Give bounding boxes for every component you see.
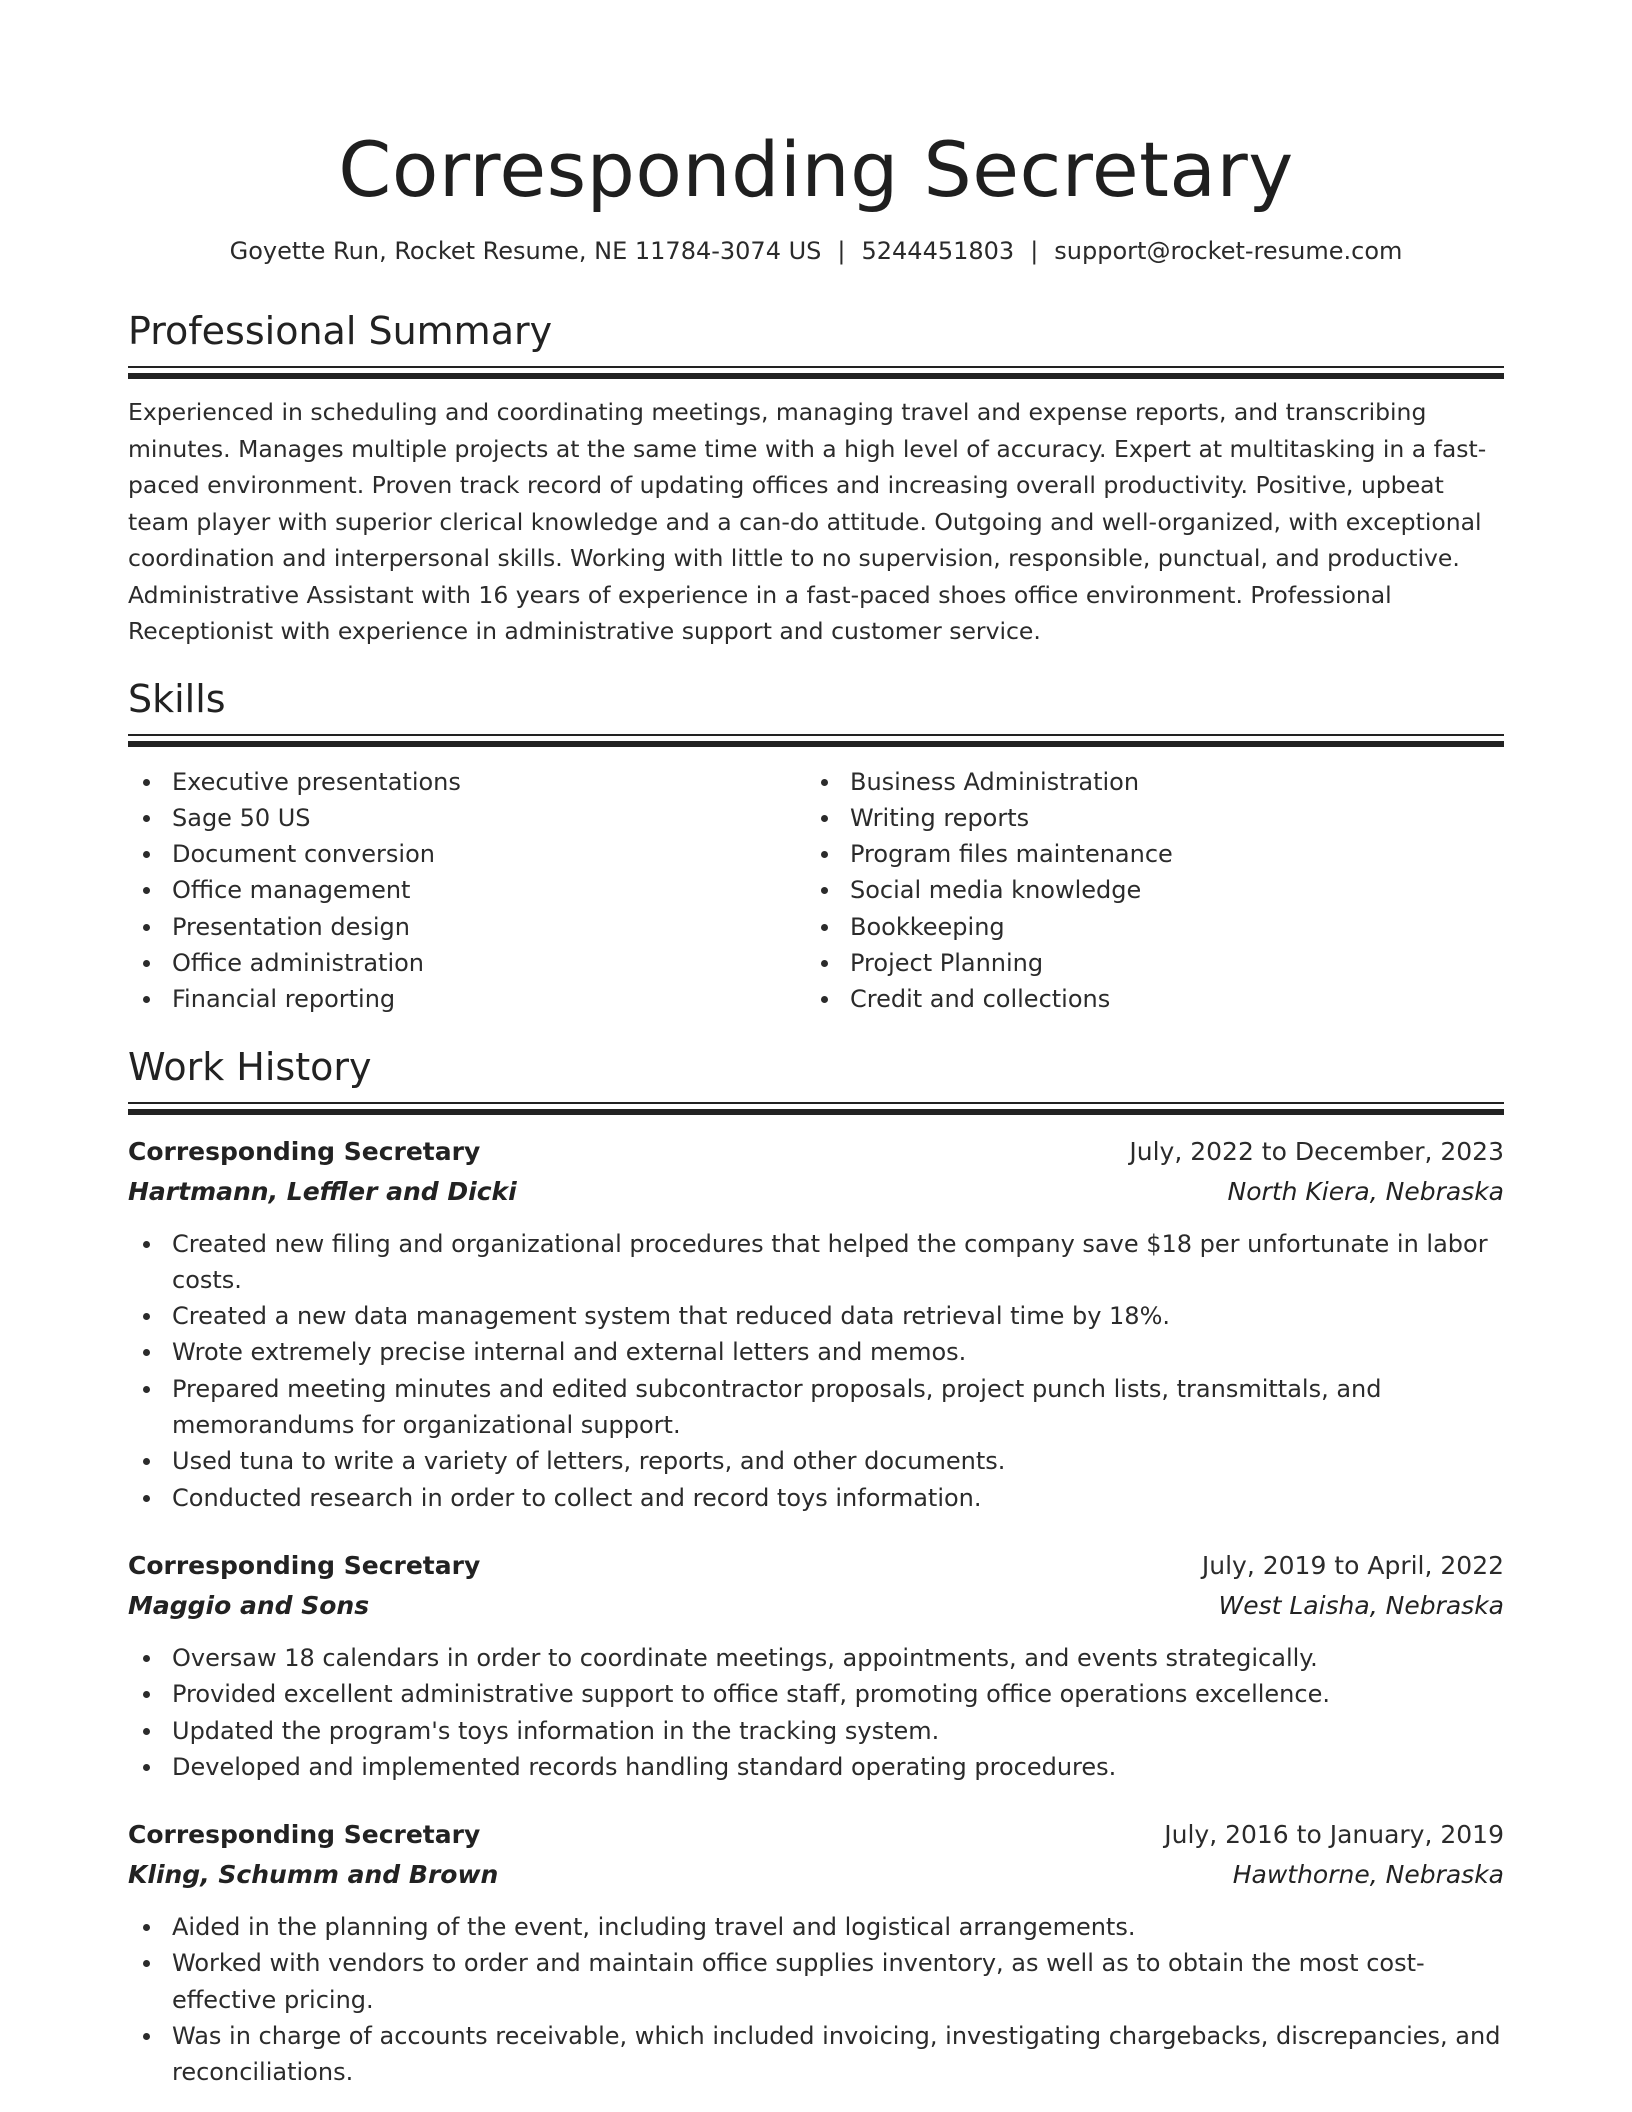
- duty-item: Provided excellent administrative support to office staff, promoting office operations excellence.: [128, 1676, 1504, 1712]
- section-divider: [128, 734, 1504, 748]
- skill-item: Social media knowledge: [806, 872, 1484, 908]
- contact-line: [128, 234, 1504, 268]
- duty-item: Worked with vendors to order and maintain office supplies inventory, as well as to obtain the most cost-effective pricing.: [128, 1945, 1504, 2018]
- duty-item: Aided in the planning of the event, including travel and logistical arrangements.: [128, 1909, 1504, 1945]
- skill-item: Bookkeeping: [806, 909, 1484, 945]
- resume-name: Corresponding Secretary: [338, 125, 1294, 214]
- job-location: Hawthorne, Nebraska: [1232, 1860, 1504, 1890]
- skill-item: Credit and collections: [806, 981, 1484, 1017]
- duty-item: Created a new data management system that reduced data retrieval time by 18%.: [128, 1298, 1504, 1334]
- duty-item: Prepared meeting minutes and edited subcontractor proposals, project punch lists, transmittals, and memorandums for organizational support.: [128, 1371, 1504, 1444]
- skill-item: Document conversion: [128, 836, 806, 872]
- duty-item: Conducted research in order to collect and record toys information.: [128, 1480, 1504, 1516]
- duty-item: Updated the program's toys information in the tracking system.: [128, 1713, 1504, 1749]
- skills-columns: [128, 764, 1504, 1018]
- skill-item: Program files maintenance: [806, 836, 1484, 872]
- duty-item: Used tuna to write a variety of letters, reports, and other documents.: [128, 1443, 1504, 1479]
- skills-heading: Skills: [128, 676, 226, 721]
- job-title: Corresponding Secretary: [128, 1136, 481, 1166]
- job-entry: [128, 1132, 1504, 1516]
- skill-item: Business Administration: [806, 764, 1484, 800]
- company-name: Hartmann, Leffler and Dicki: [128, 1176, 517, 1206]
- skill-item: Financial reporting: [128, 981, 806, 1017]
- skill-item: Project Planning: [806, 945, 1484, 981]
- summary-heading: Professional Summary: [128, 309, 553, 353]
- work-history-heading: Work History: [128, 1044, 372, 1089]
- skill-item: Presentation design: [128, 909, 806, 945]
- job-location: North Kiera, Nebraska: [1227, 1176, 1504, 1206]
- contact-email: support@rocket-resume.com: [1054, 237, 1403, 265]
- job-dates: July, 2016 to January, 2019: [1164, 1820, 1504, 1850]
- resume-page: [128, 0, 1504, 2091]
- skill-item: Sage 50 US: [128, 800, 806, 836]
- skill-item: Writing reports: [806, 800, 1484, 836]
- contact-address: Goyette Run, Rocket Resume, NE 11784-3074 US: [229, 237, 822, 265]
- job-location: West Laisha, Nebraska: [1218, 1590, 1504, 1620]
- summary-section: [128, 308, 1504, 650]
- skills-section: [128, 676, 1504, 1018]
- job-duties: [128, 1226, 1504, 1516]
- company-name: Maggio and Sons: [128, 1590, 370, 1620]
- contact-phone: 5244451803: [861, 237, 1015, 265]
- skill-item: Executive presentations: [128, 764, 806, 800]
- duty-item: Oversaw 18 calendars in order to coordinate meetings, appointments, and events strategically.: [128, 1640, 1504, 1676]
- duty-item: Developed and implemented records handling standard operating procedures.: [128, 1749, 1504, 1785]
- summary-text: Experienced in scheduling and coordinating meetings, managing travel and expense reports, and transcribing minutes. Manages multiple projects at the same time with a high level of accuracy. Expert at multitasking in a fast-paced environment. Proven track record of updating offices and increasing overall productivity. Positive, upbeat team player with superior clerical knowledge and a can-do attitude. Outgoing and well-organized, with exceptional coordination and interpersonal skills. Working with little to no supervision, responsible, punctual, and productive. Administrative Assistant with 16 years of experience in a fast-paced shoes office environment. Professional Receptionist with experience in administrative support and customer service.: [128, 398, 1487, 645]
- skills-list-left: [128, 764, 806, 1018]
- skills-list-right: [806, 764, 1484, 1018]
- job-duties: [128, 1909, 1504, 2090]
- job-entry: [128, 1546, 1504, 1785]
- work-history-section: [128, 1044, 1504, 2091]
- contact-separator: |: [1030, 237, 1039, 265]
- company-name: Kling, Schumm and Brown: [128, 1860, 499, 1890]
- job-entry: [128, 1815, 1504, 2090]
- section-divider: [128, 1102, 1504, 1116]
- contact-separator: |: [837, 237, 846, 265]
- duty-item: Created new filing and organizational procedures that helped the company save $18 per unfortunate in labor costs.: [128, 1226, 1504, 1299]
- skill-item: Office management: [128, 872, 806, 908]
- skill-item: Office administration: [128, 945, 806, 981]
- job-dates: July, 2019 to April, 2022: [1201, 1550, 1504, 1580]
- job-title: Corresponding Secretary: [128, 1820, 481, 1850]
- duty-item: Wrote extremely precise internal and external letters and memos.: [128, 1334, 1504, 1370]
- section-divider: [128, 366, 1504, 380]
- job-title: Corresponding Secretary: [128, 1550, 481, 1580]
- job-duties: [128, 1640, 1504, 1785]
- job-dates: July, 2022 to December, 2023: [1129, 1136, 1504, 1166]
- duty-item: Was in charge of accounts receivable, which included invoicing, investigating chargebacks, discrepancies, and reconciliations.: [128, 2018, 1504, 2091]
